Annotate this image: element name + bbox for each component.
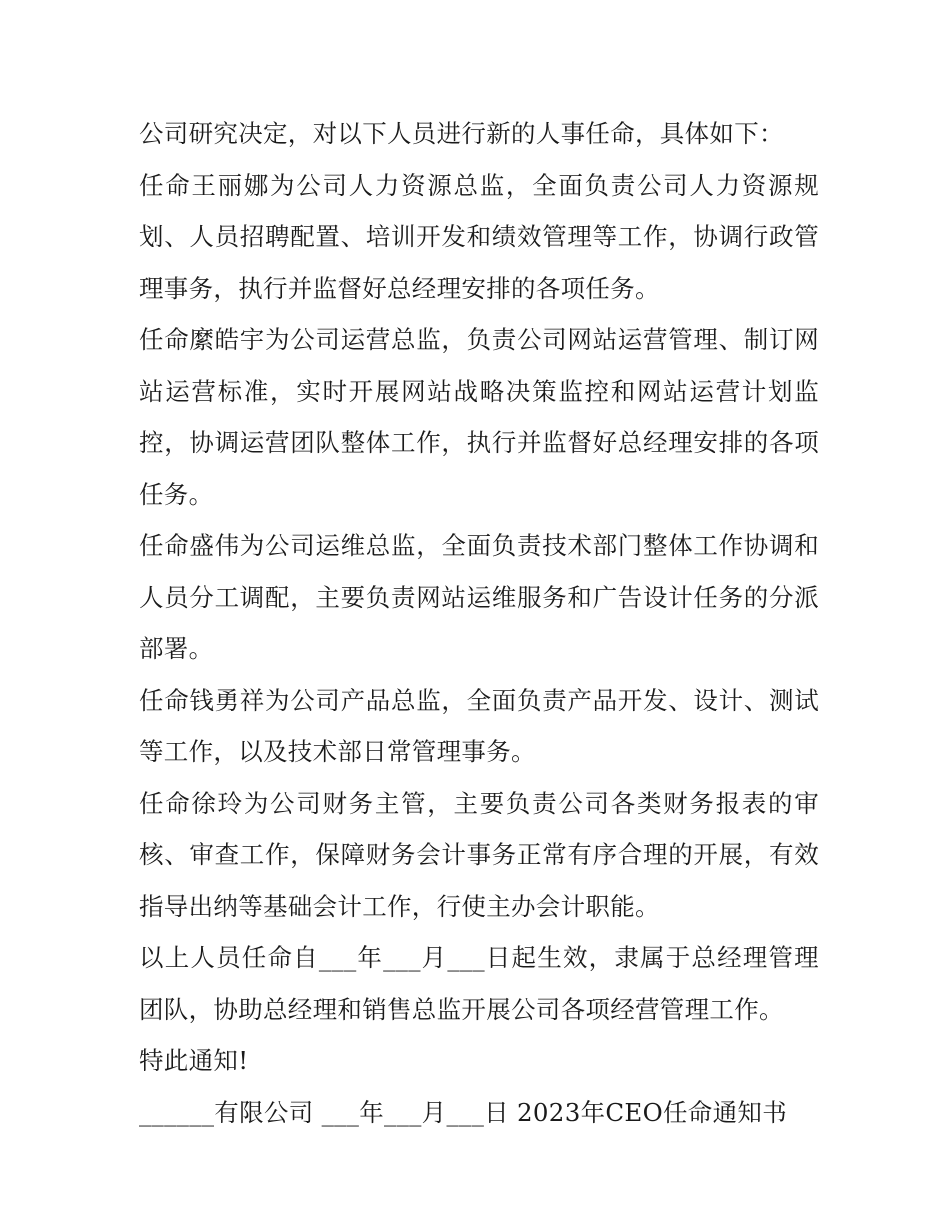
signature-line: ______有限公司 ___年___月___日 2023年CEO任命通知书: [139, 1097, 787, 1127]
appointment-paragraph-product-director: 任命钱勇祥为公司产品总监，全面负责产品开发、设计、测试等工作，以及技术部日常管理事务。: [139, 685, 819, 766]
appointment-paragraph-operations-director: 任命縻皓宇为公司运营总监，负责公司网站运营管理、制订网站运营标准，实时开展网站战略决策监控和网站运营计划监控，协调运营团队整体工作，执行并监督好总经理安排的各项任务。: [139, 325, 819, 509]
effective-date-paragraph: 以上人员任命自___年___月___日起生效，隶属于总经理管理团队，协助总经理和销售总监开展公司各项经营管理工作。: [139, 943, 819, 1024]
document-body: [139, 108, 819, 1138]
notice-closing: 特此通知!: [139, 1046, 249, 1075]
appointment-paragraph-finance-supervisor: 任命徐玲为公司财务主管，主要负责公司各类财务报表的审核、审查工作，保障财务会计事务正常有序合理的开展，有效指导出纳等基础会计工作，行使主办会计职能。: [139, 788, 819, 921]
intro-paragraph: 公司研究决定，对以下人员进行新的人事任命，具体如下：: [139, 119, 784, 148]
appointment-paragraph-hr-director: 任命王丽娜为公司人力资源总监，全面负责公司人力资源规划、人员招聘配置、培训开发和绩效管理等工作，协调行政管理事务，执行并监督好总经理安排的各项任务。: [139, 170, 819, 303]
appointment-paragraph-maintenance-director: 任命盛伟为公司运维总监，全面负责技术部门整体工作协调和人员分工调配，主要负责网站运维服务和广告设计任务的分派部署。: [139, 531, 819, 663]
